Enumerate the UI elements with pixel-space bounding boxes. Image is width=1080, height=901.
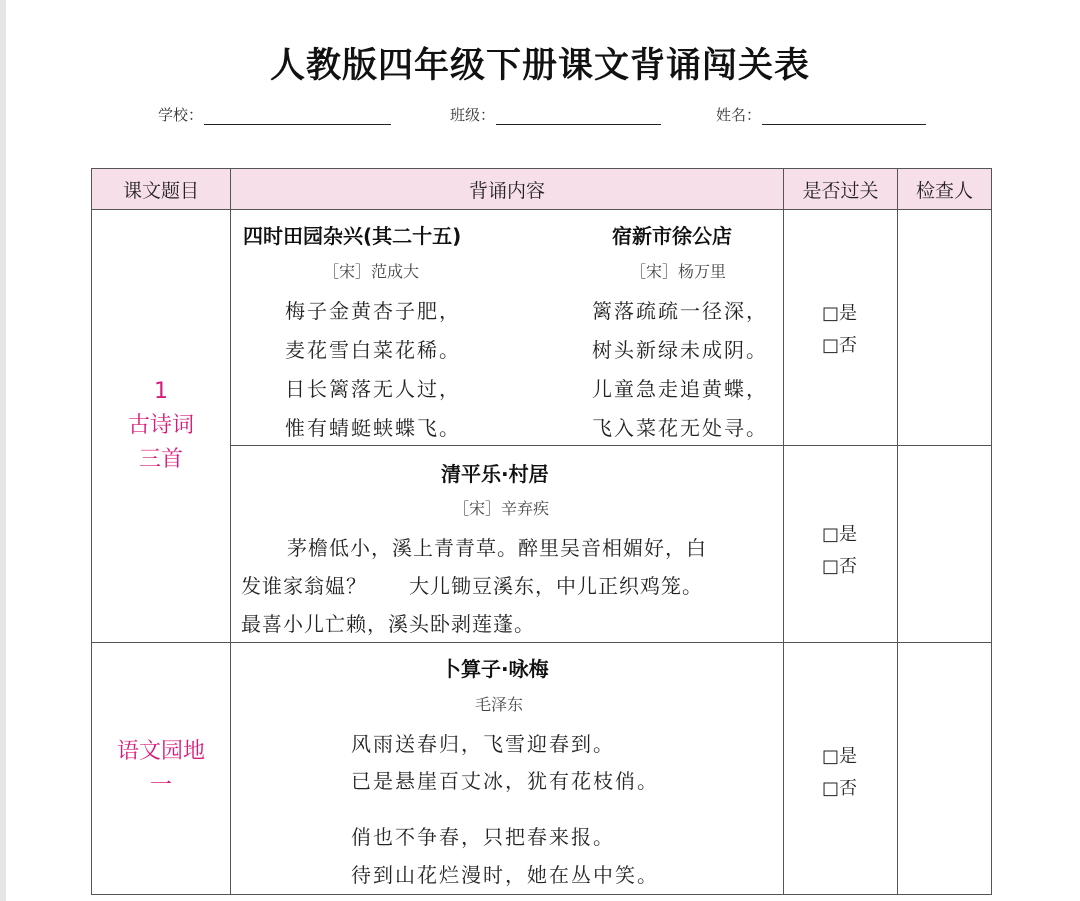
topic-cell xyxy=(92,210,231,643)
school-label: 学校： xyxy=(158,106,204,124)
header-topic: 课文题目 xyxy=(92,169,231,210)
name-label: 姓名： xyxy=(716,106,762,124)
poem-author: ［宋］辛弃疾 xyxy=(453,499,550,518)
header-passed: 是否过关 xyxy=(784,169,898,210)
topic-line: 一 xyxy=(149,772,172,798)
poem-line: 儿童急走追黄蝶， xyxy=(592,377,768,401)
poem-title: 宿新市徐公店 xyxy=(612,224,732,248)
pass-check-cell xyxy=(784,446,898,643)
no-checkbox[interactable]: □否 xyxy=(822,556,858,577)
poem-line: 已是悬崖百丈冰，犹有花枝俏。 xyxy=(351,769,659,793)
topic-line: 三首 xyxy=(138,447,183,472)
school-blank[interactable] xyxy=(204,124,391,125)
school-field xyxy=(158,104,203,128)
name-blank[interactable] xyxy=(762,124,926,125)
class-label: 班级： xyxy=(450,106,496,124)
poem-line: 麦花雪白菜花稀。 xyxy=(285,338,461,362)
poem-line: 待到山花烂漫时，她在丛中笑。 xyxy=(351,863,659,887)
poem-line: 飞入菜花无处寻。 xyxy=(592,416,768,440)
page-edge xyxy=(0,0,6,901)
table-row xyxy=(92,210,992,446)
no-checkbox[interactable]: □否 xyxy=(822,335,858,356)
header-content: 背诵内容 xyxy=(231,169,784,210)
poem-line: 梅子金黄杏子肥， xyxy=(285,299,461,323)
poem-author: ［宋］杨万里 xyxy=(630,262,727,281)
poem-line: 树头新绿未成阴。 xyxy=(592,338,768,362)
poem-title: 卜算子·咏梅 xyxy=(441,657,549,681)
topic-line: 语文园地 xyxy=(116,738,205,764)
topic-number: 1 xyxy=(154,379,168,404)
class-field xyxy=(450,104,495,128)
yes-checkbox[interactable]: □是 xyxy=(822,303,858,324)
recitation-table xyxy=(91,168,992,895)
no-checkbox[interactable]: □否 xyxy=(822,778,858,799)
header-row xyxy=(92,169,992,210)
poem-line: 惟有蜻蜓蛱蝶飞。 xyxy=(285,416,461,440)
poem-title: 四时田园杂兴(其二十五) xyxy=(243,224,462,248)
checker-cell[interactable] xyxy=(898,643,992,895)
poem-author: 毛泽东 xyxy=(475,695,524,714)
poem-line: 发谁家翁媪？ 大儿锄豆溪东，中儿正织鸡笼。 xyxy=(241,574,703,598)
poem-line: 最喜小儿亡赖，溪头卧剥莲蓬。 xyxy=(241,612,535,636)
yes-checkbox[interactable]: □是 xyxy=(822,524,858,545)
poem-line: 日长篱落无人过， xyxy=(285,377,461,401)
page-title: 人教版四年级下册课文背诵闯关表 xyxy=(269,46,810,86)
topic-line: 古诗词 xyxy=(127,413,194,438)
poem-line: 篱落疏疏一径深， xyxy=(592,299,768,323)
content-cell xyxy=(231,446,784,643)
table-row xyxy=(92,643,992,895)
yes-checkbox[interactable]: □是 xyxy=(822,746,858,767)
content-cell xyxy=(231,210,784,446)
name-field xyxy=(716,104,761,128)
checker-cell[interactable] xyxy=(898,210,992,446)
header-checker: 检查人 xyxy=(898,169,992,210)
poem-line: 茅檐低小，溪上青青草。醉里吴音相媚好，白 xyxy=(287,536,707,560)
topic-cell xyxy=(92,643,231,895)
content-cell xyxy=(231,643,784,895)
pass-check-cell xyxy=(784,643,898,895)
poem-line: 风雨送春归，飞雪迎春到。 xyxy=(351,732,615,756)
class-blank[interactable] xyxy=(496,124,661,125)
poem-line: 俏也不争春，只把春来报。 xyxy=(351,825,615,849)
pass-check-cell xyxy=(784,210,898,446)
checker-cell[interactable] xyxy=(898,446,992,643)
poem-author: ［宋］范成大 xyxy=(323,262,420,281)
poem-title: 清平乐·村居 xyxy=(441,462,549,486)
